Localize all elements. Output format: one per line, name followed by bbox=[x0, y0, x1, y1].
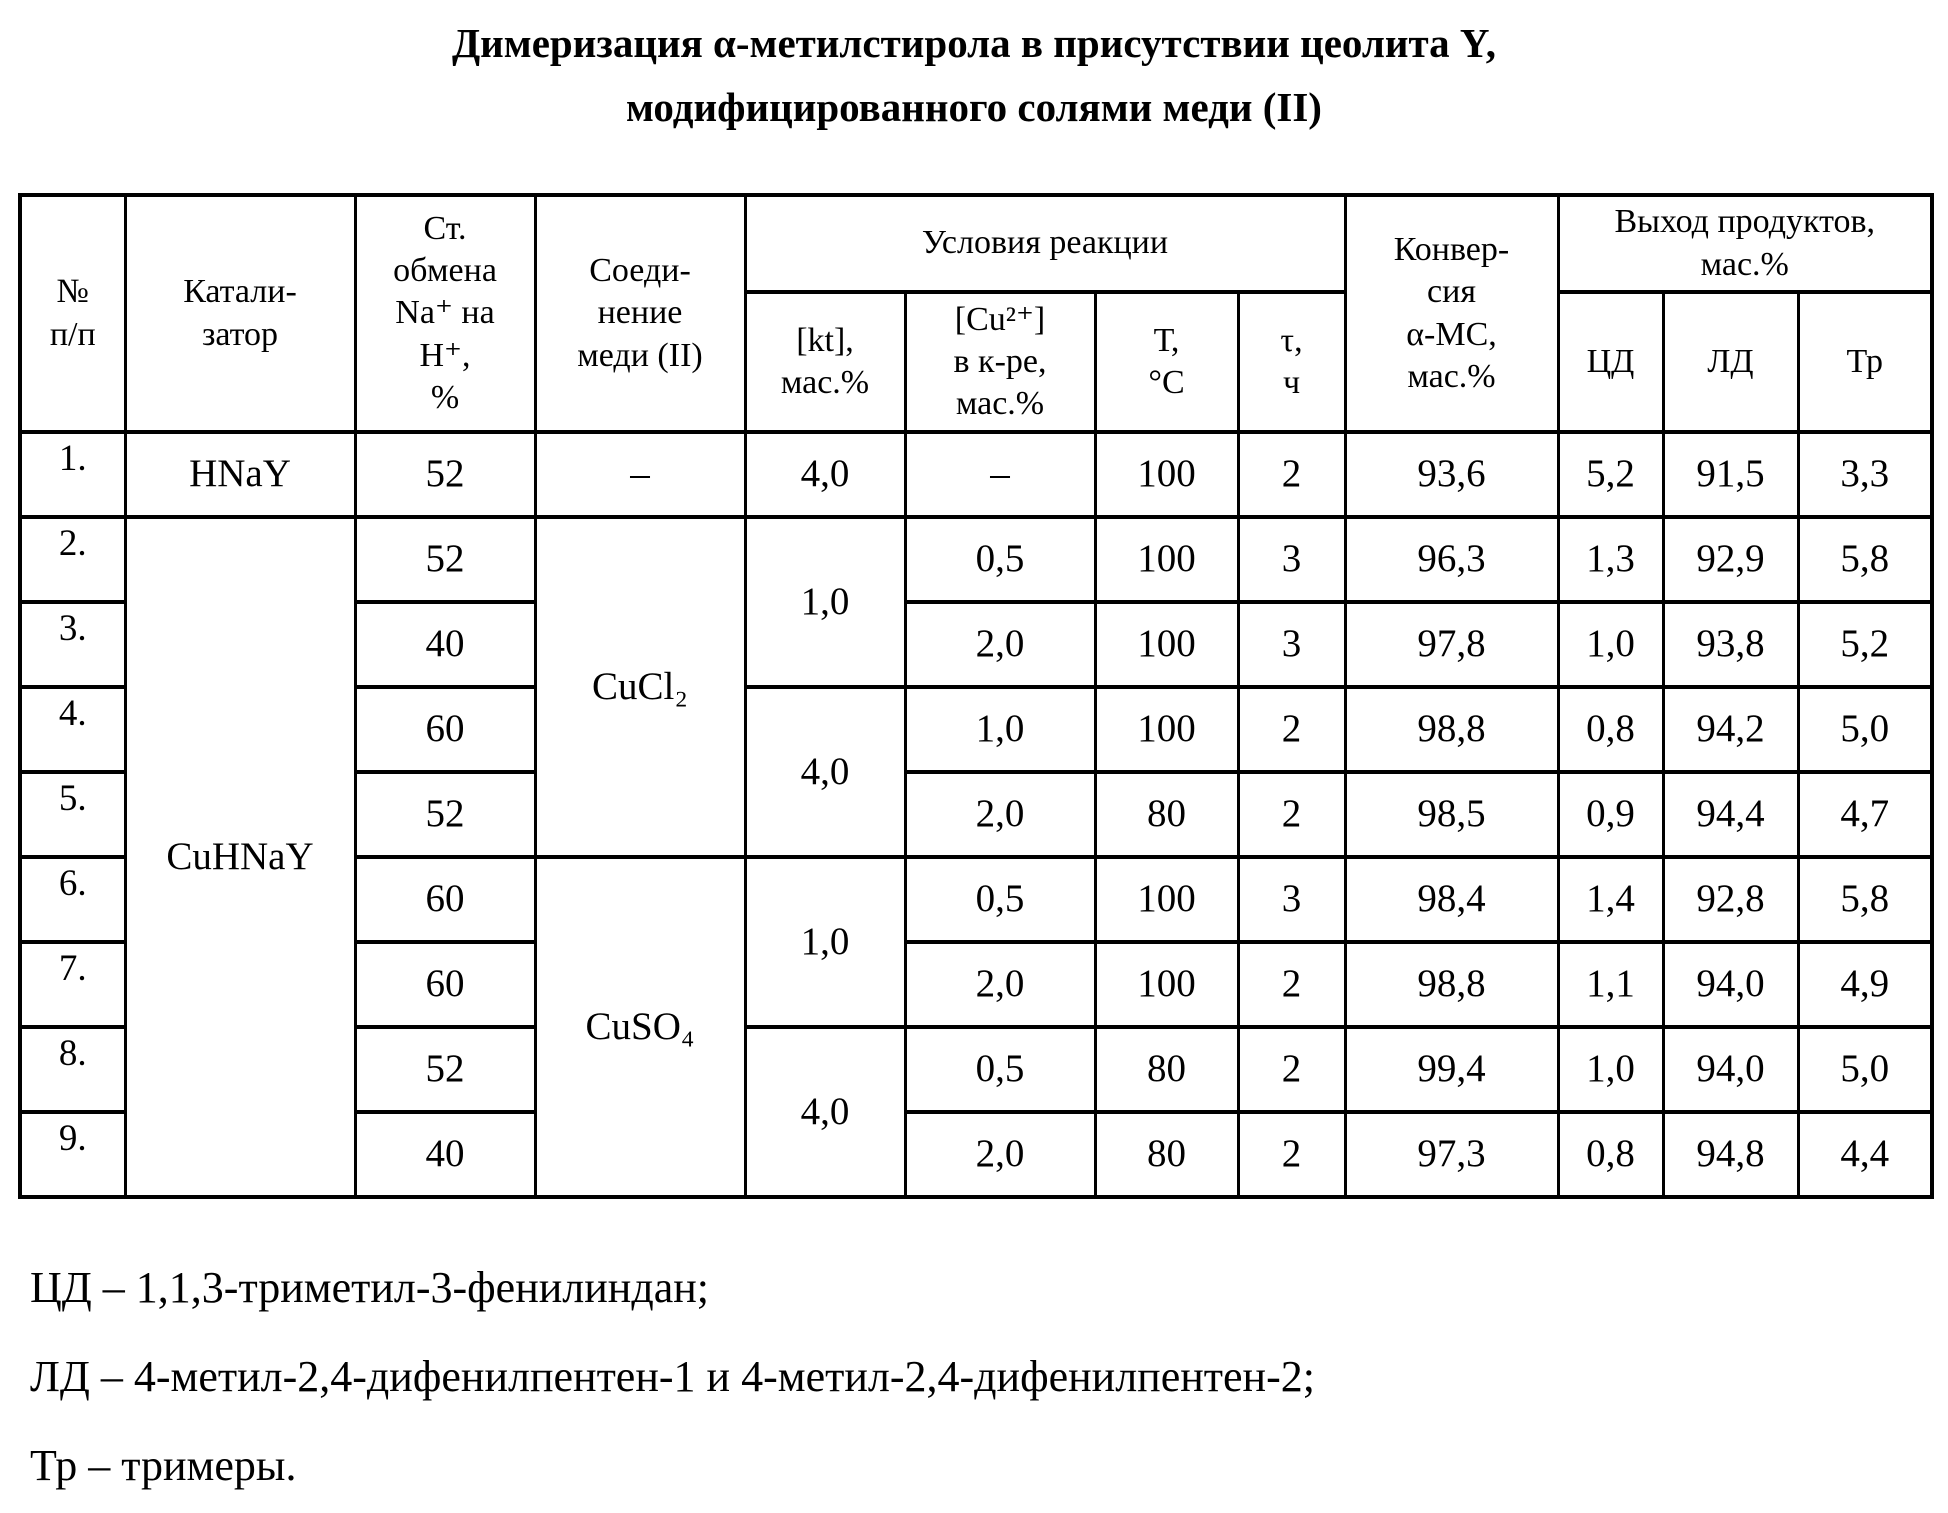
cell-kt: 4,0 bbox=[745, 432, 905, 517]
cell-num: 4. bbox=[20, 687, 125, 772]
cell-tr: 5,0 bbox=[1798, 687, 1932, 772]
col-header-cd: ЦД bbox=[1558, 292, 1663, 432]
cell-tr: 5,2 bbox=[1798, 602, 1932, 687]
cell-cu: 2,0 bbox=[905, 602, 1095, 687]
cell-compound-merged: CuCl₂ bbox=[535, 517, 745, 857]
title-line-2: модифицированного солями меди (II) bbox=[626, 83, 1322, 130]
footnote-tr: Тр – тримеры. bbox=[30, 1440, 297, 1490]
cell-kt-merged: 4,0 bbox=[745, 687, 905, 857]
cell-exchange: 52 bbox=[355, 517, 535, 602]
cell-conversion: 98,4 bbox=[1345, 857, 1558, 942]
cell-cd: 1,1 bbox=[1558, 942, 1663, 1027]
cell-cd: 1,0 bbox=[1558, 602, 1663, 687]
cell-cd: 1,4 bbox=[1558, 857, 1663, 942]
cell-num: 2. bbox=[20, 517, 125, 602]
cell-cd: 0,9 bbox=[1558, 772, 1663, 857]
cell-ld: 92,9 bbox=[1663, 517, 1798, 602]
col-header-reaction-conditions: Условия реакции bbox=[745, 195, 1345, 292]
cell-ld: 93,8 bbox=[1663, 602, 1798, 687]
cell-cu: 0,5 bbox=[905, 1027, 1095, 1112]
cell-temperature: 80 bbox=[1095, 1112, 1238, 1197]
cell-num: 3. bbox=[20, 602, 125, 687]
col-header-ld: ЛД bbox=[1663, 292, 1798, 432]
cell-time: 3 bbox=[1238, 517, 1345, 602]
cell-conversion: 96,3 bbox=[1345, 517, 1558, 602]
cell-num: 7. bbox=[20, 942, 125, 1027]
cell-num: 1. bbox=[20, 432, 125, 517]
cell-cd: 1,0 bbox=[1558, 1027, 1663, 1112]
cell-conversion: 99,4 bbox=[1345, 1027, 1558, 1112]
cell-time: 2 bbox=[1238, 942, 1345, 1027]
cell-tr: 5,0 bbox=[1798, 1027, 1932, 1112]
cell-conversion: 93,6 bbox=[1345, 432, 1558, 517]
cell-conversion: 98,5 bbox=[1345, 772, 1558, 857]
cell-conversion: 98,8 bbox=[1345, 942, 1558, 1027]
cell-cu: 2,0 bbox=[905, 1112, 1095, 1197]
cell-exchange: 40 bbox=[355, 602, 535, 687]
cell-cu: 1,0 bbox=[905, 687, 1095, 772]
cell-cd: 0,8 bbox=[1558, 687, 1663, 772]
cell-tr: 4,7 bbox=[1798, 772, 1932, 857]
cell-num: 6. bbox=[20, 857, 125, 942]
cell-exchange: 40 bbox=[355, 1112, 535, 1197]
cell-num: 5. bbox=[20, 772, 125, 857]
results-table bbox=[18, 193, 1934, 1199]
cell-time: 2 bbox=[1238, 772, 1345, 857]
cell-tr: 5,8 bbox=[1798, 857, 1932, 942]
cell-temperature: 80 bbox=[1095, 1027, 1238, 1112]
cell-cd: 5,2 bbox=[1558, 432, 1663, 517]
cell-conversion: 98,8 bbox=[1345, 687, 1558, 772]
col-header-copper-compound: Соеди- нение меди (II) bbox=[535, 195, 745, 432]
cell-time: 2 bbox=[1238, 687, 1345, 772]
cell-cu: 0,5 bbox=[905, 857, 1095, 942]
cell-ld: 91,5 bbox=[1663, 432, 1798, 517]
cell-kt-merged: 4,0 bbox=[745, 1027, 905, 1197]
cell-temperature: 100 bbox=[1095, 687, 1238, 772]
cell-compound-merged: CuSO₄ bbox=[535, 857, 745, 1197]
cell-time: 3 bbox=[1238, 857, 1345, 942]
cell-exchange: 60 bbox=[355, 687, 535, 772]
page-title bbox=[0, 12, 1948, 139]
cell-tr: 4,4 bbox=[1798, 1112, 1932, 1197]
col-header-conversion: Конвер- сия α-МС, мас.% bbox=[1345, 195, 1558, 432]
col-header-cu-in-solution: [Cu²⁺] в к-ре, мас.% bbox=[905, 292, 1095, 432]
cell-catalyst-merged: CuHNaY bbox=[125, 517, 355, 1197]
cell-tr: 5,8 bbox=[1798, 517, 1932, 602]
cell-tr: 3,3 bbox=[1798, 432, 1932, 517]
cell-temperature: 100 bbox=[1095, 942, 1238, 1027]
cell-conversion: 97,3 bbox=[1345, 1112, 1558, 1197]
footnotes bbox=[30, 1262, 1315, 1513]
cell-ld: 94,8 bbox=[1663, 1112, 1798, 1197]
cell-time: 2 bbox=[1238, 432, 1345, 517]
cell-cu: – bbox=[905, 432, 1095, 517]
cell-num: 8. bbox=[20, 1027, 125, 1112]
footnote-cd: ЦД – 1,1,3-триметил-3-фенилиндан; bbox=[30, 1263, 710, 1312]
cell-exchange: 52 bbox=[355, 772, 535, 857]
cell-temperature: 100 bbox=[1095, 857, 1238, 942]
cell-temperature: 100 bbox=[1095, 517, 1238, 602]
cell-conversion: 97,8 bbox=[1345, 602, 1558, 687]
col-header-row-number: № п/п bbox=[20, 195, 125, 432]
cell-kt-merged: 1,0 bbox=[745, 857, 905, 1027]
cell-cu: 2,0 bbox=[905, 942, 1095, 1027]
col-header-catalyst: Катали- затор bbox=[125, 195, 355, 432]
cell-ld: 94,0 bbox=[1663, 942, 1798, 1027]
col-header-temperature: Т, °С bbox=[1095, 292, 1238, 432]
header-row-top bbox=[20, 195, 1932, 292]
cell-ld: 94,2 bbox=[1663, 687, 1798, 772]
cell-num: 9. bbox=[20, 1112, 125, 1197]
cell-time: 2 bbox=[1238, 1027, 1345, 1112]
cell-ld: 94,4 bbox=[1663, 772, 1798, 857]
cell-kt-merged: 1,0 bbox=[745, 517, 905, 687]
col-header-kt: [kt], мас.% bbox=[745, 292, 905, 432]
cell-exchange: 60 bbox=[355, 857, 535, 942]
cell-temperature: 100 bbox=[1095, 432, 1238, 517]
cell-exchange: 52 bbox=[355, 432, 535, 517]
cell-catalyst: HNaY bbox=[125, 432, 355, 517]
cell-temperature: 80 bbox=[1095, 772, 1238, 857]
col-header-tr: Тр bbox=[1798, 292, 1932, 432]
cell-exchange: 52 bbox=[355, 1027, 535, 1112]
col-header-exchange-degree: Ст. обмена Na⁺ на Н⁺, % bbox=[355, 195, 535, 432]
cell-ld: 94,0 bbox=[1663, 1027, 1798, 1112]
cell-cd: 1,3 bbox=[1558, 517, 1663, 602]
cell-temperature: 100 bbox=[1095, 602, 1238, 687]
table-row bbox=[20, 432, 1932, 517]
cell-ld: 92,8 bbox=[1663, 857, 1798, 942]
footnote-ld: ЛД – 4-метил-2,4-дифенилпентен-1 и 4-метил-2,4-дифенилпентен-2; bbox=[30, 1351, 1315, 1401]
table-row bbox=[20, 517, 1932, 602]
cell-cu: 0,5 bbox=[905, 517, 1095, 602]
cell-time: 2 bbox=[1238, 1112, 1345, 1197]
cell-cu: 2,0 bbox=[905, 772, 1095, 857]
cell-time: 3 bbox=[1238, 602, 1345, 687]
cell-compound: – bbox=[535, 432, 745, 517]
col-header-time: τ, ч bbox=[1238, 292, 1345, 432]
cell-exchange: 60 bbox=[355, 942, 535, 1027]
cell-tr: 4,9 bbox=[1798, 942, 1932, 1027]
cell-cd: 0,8 bbox=[1558, 1112, 1663, 1197]
col-header-product-yield: Выход продуктов, мас.% bbox=[1558, 195, 1932, 292]
title-line-1: Димеризация α-метилстирола в присутствии цеолита Y, bbox=[451, 20, 1497, 66]
